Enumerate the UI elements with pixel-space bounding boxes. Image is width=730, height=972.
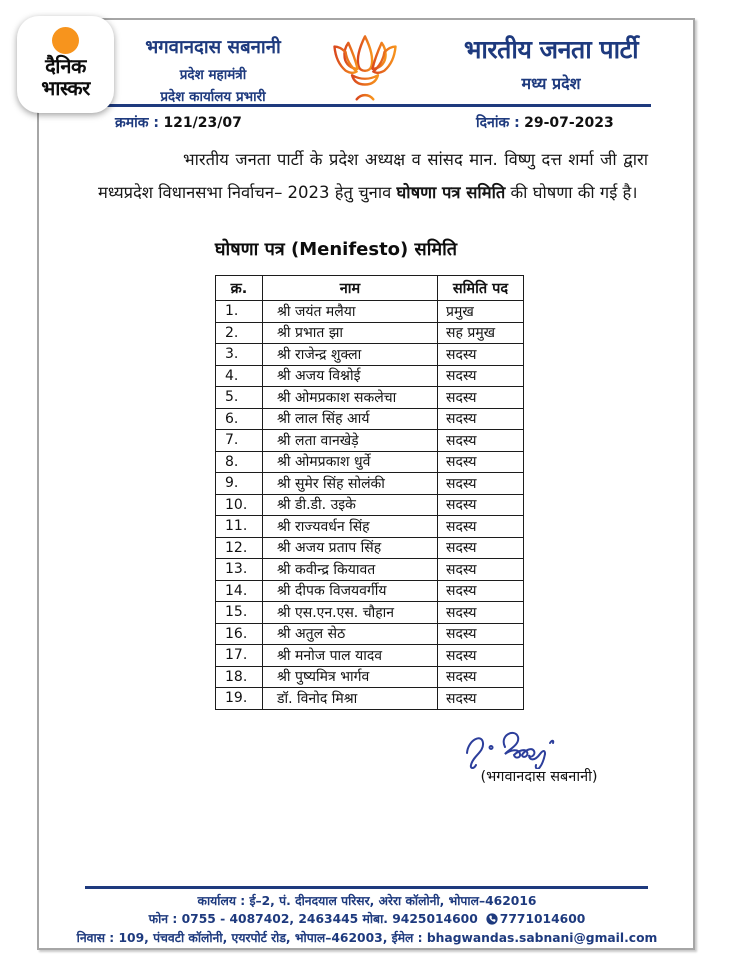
footer-divider (85, 886, 648, 889)
serial-number (115, 113, 242, 132)
table-row (216, 387, 524, 409)
paragraph-bold-phrase: घोषणा पत्र समिति (396, 183, 506, 202)
table-row (216, 494, 524, 516)
table-row (216, 559, 524, 581)
member-name: श्री अजय विश्नोई (263, 365, 438, 387)
member-name: डॉ. विनोद मिश्रा (263, 688, 438, 710)
member-post: सदस्य (438, 494, 524, 516)
bhaskar-logo-line1: दैनिक (45, 54, 86, 78)
table-row (216, 623, 524, 645)
row-number: 5. (216, 387, 263, 409)
footer-phone-line (60, 911, 674, 931)
sender-name: भगवानदास सबनानी (145, 37, 281, 58)
table-row (216, 408, 524, 430)
member-post: सदस्य (438, 666, 524, 688)
whatsapp-icon (486, 913, 498, 931)
row-number: 2. (216, 322, 263, 344)
bhaskar-logo-line2: भास्कर (41, 76, 90, 100)
member-post: सदस्य (438, 451, 524, 473)
member-post: सदस्य (438, 344, 524, 366)
row-number: 10. (216, 494, 263, 516)
party-region: मध्य प्रदेश (521, 74, 581, 93)
paragraph-text-1: भारतीय जनता पार्टी के प्रदेश अध्यक्ष व सांसद मान. विष्णु दत्त शर्मा जी द्वारा मध्यप्रदेश विधानसभा निर्वाचन– 2023 हेतु चुनाव (98, 150, 648, 202)
body-paragraph (98, 143, 648, 209)
table-row (216, 473, 524, 495)
member-post: सदस्य (438, 559, 524, 581)
member-post: सदस्य (438, 645, 524, 667)
table-row (216, 537, 524, 559)
serial-value: 121/23/07 (163, 115, 242, 131)
member-post: सदस्य (438, 473, 524, 495)
member-name: श्री लाल सिंह आर्य (263, 408, 438, 430)
table-header-row (216, 276, 524, 301)
row-number: 19. (216, 688, 263, 710)
row-number: 7. (216, 430, 263, 452)
row-number: 6. (216, 408, 263, 430)
member-name: श्री एस.एन.एस. चौहान (263, 602, 438, 624)
letter-date (476, 113, 614, 132)
member-name: श्री मनोज पाल यादव (263, 645, 438, 667)
dainik-bhaskar-logo (17, 16, 114, 113)
row-number: 14. (216, 580, 263, 602)
table-row (216, 451, 524, 473)
signatory-name: (भगवानदास सबनानी) (480, 769, 598, 785)
row-number: 18. (216, 666, 263, 688)
member-post: सदस्य (438, 537, 524, 559)
member-post: सदस्य (438, 580, 524, 602)
row-number: 1. (216, 301, 263, 323)
table-row (216, 430, 524, 452)
member-name: श्री दीपक विजयवर्गीय (263, 580, 438, 602)
row-number: 3. (216, 344, 263, 366)
party-name: भारतीय जनता पार्टी (463, 35, 639, 64)
bjp-lotus-icon (328, 26, 402, 110)
member-post: प्रमुख (438, 301, 524, 323)
member-post: सदस्य (438, 430, 524, 452)
table-row (216, 645, 524, 667)
footer-contact-block (60, 893, 674, 948)
member-name: श्री पुष्यमित्र भार्गव (263, 666, 438, 688)
row-number: 12. (216, 537, 263, 559)
footer-whatsapp-number: 7771014600 (499, 911, 586, 926)
member-name: श्री लता वानखेड़े (263, 430, 438, 452)
row-number: 15. (216, 602, 263, 624)
table-row (216, 365, 524, 387)
paragraph-text-2: की घोषणा की गई है। (505, 183, 638, 202)
member-post: सदस्य (438, 408, 524, 430)
header-serial: क्र. (216, 276, 263, 301)
member-post: सदस्य (438, 387, 524, 409)
member-name: श्री प्रभात झा (263, 322, 438, 344)
row-number: 17. (216, 645, 263, 667)
table-row (216, 666, 524, 688)
committee-table (215, 275, 524, 710)
committee-table-body (216, 301, 524, 710)
table-row (216, 322, 524, 344)
footer-phone-text: फोन : 0755 - 4087402, 2463445 मोबा. 9425014600 (148, 911, 478, 926)
table-row (216, 580, 524, 602)
member-post: सदस्य (438, 602, 524, 624)
row-number: 8. (216, 451, 263, 473)
member-name: श्री कवीन्द्र कियावत (263, 559, 438, 581)
footer-office-line: कार्यालय : ई–2, पं. दीनदयाल परिसर, अरेरा कॉलोनी, भोपाल–462016 (197, 894, 537, 908)
member-name: श्री अजय प्रताप सिंह (263, 537, 438, 559)
bhaskar-sun-icon (52, 27, 79, 54)
party-block (415, 32, 687, 94)
member-post: सदस्य (438, 623, 524, 645)
member-name: श्री डी.डी. उइके (263, 494, 438, 516)
member-name: श्री राज्यवर्धन सिंह (263, 516, 438, 538)
date-label: दिनांक : (476, 115, 520, 131)
table-row (216, 688, 524, 710)
table-row (216, 602, 524, 624)
member-name: श्री सुमेर सिंह सोलंकी (263, 473, 438, 495)
table-row (216, 516, 524, 538)
row-number: 11. (216, 516, 263, 538)
header-name: नाम (263, 276, 438, 301)
header-post: समिति पद (438, 276, 524, 301)
serial-label: क्रमांक : (115, 115, 159, 131)
member-post: सह प्रमुख (438, 322, 524, 344)
member-post: सदस्य (438, 365, 524, 387)
row-number: 13. (216, 559, 263, 581)
member-name: श्री राजेन्द्र शुक्ला (263, 344, 438, 366)
table-row (216, 344, 524, 366)
row-number: 4. (216, 365, 263, 387)
member-name: श्री ओमप्रकाश सकलेचा (263, 387, 438, 409)
row-number: 16. (216, 623, 263, 645)
member-name: श्री जयंत मलैया (263, 301, 438, 323)
member-name: श्री ओमप्रकाश धुर्वे (263, 451, 438, 473)
table-row (216, 301, 524, 323)
footer-residence-line: निवास : 109, पंचवटी कॉलोनी, एयरपोर्ट रोड, भोपाल–462003, ईमेल : bhagwandas.sabnani@gmail.com (76, 931, 658, 945)
sender-title-1: प्रदेश महामंत्री (179, 67, 247, 83)
member-post: सदस्य (438, 688, 524, 710)
sender-title-2: प्रदेश कार्यालय प्रभारी (160, 89, 266, 105)
date-value: 29-07-2023 (524, 115, 614, 131)
sender-block (108, 34, 318, 105)
committee-title: घोषणा पत्र (Menifesto) समिति (214, 239, 458, 260)
member-post: सदस्य (438, 516, 524, 538)
row-number: 9. (216, 473, 263, 495)
member-name: श्री अतुल सेठ (263, 623, 438, 645)
